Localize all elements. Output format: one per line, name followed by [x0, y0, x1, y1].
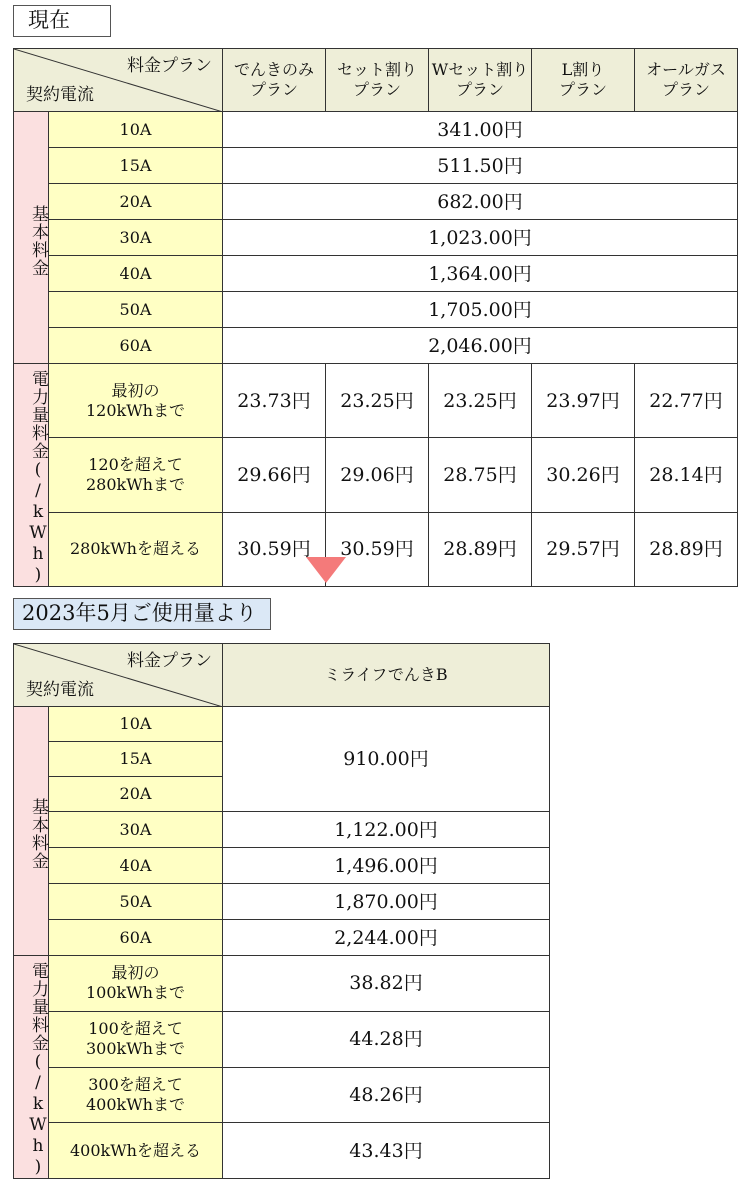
basic-fee-value: 682.00円 — [223, 184, 738, 220]
plan-header: オールガス プラン — [635, 49, 738, 112]
amp-label: 契約電流 — [26, 680, 94, 700]
energy-fee-value: 28.89円 — [635, 512, 738, 586]
basic-fee-value: 1,870.00円 — [223, 884, 550, 920]
plan-header: Wセット割り プラン — [429, 49, 532, 112]
energy-fee-value: 28.14円 — [635, 438, 738, 512]
tier-cell: 400kWhを超える — [49, 1123, 223, 1179]
amp-cell: 10A — [49, 112, 223, 148]
amp-cell: 20A — [49, 777, 223, 812]
tier-cell: 最初の 100kWhまで — [49, 956, 223, 1012]
basic-fee-value: 1,122.00円 — [223, 812, 550, 848]
energy-fee-category: 電力量料金(/kWh) — [14, 364, 49, 587]
energy-fee-value: 23.97円 — [532, 364, 635, 438]
amp-cell: 15A — [49, 148, 223, 184]
energy-fee-value: 44.28円 — [223, 1011, 550, 1067]
energy-fee-value: 23.25円 — [429, 364, 532, 438]
basic-fee-value: 2,244.00円 — [223, 920, 550, 956]
amp-cell: 40A — [49, 256, 223, 292]
basic-fee-value: 1,705.00円 — [223, 292, 738, 328]
basic-fee-category: 基本料金 — [14, 112, 49, 364]
energy-fee-value: 30.59円 — [223, 512, 326, 586]
basic-fee-category: 基本料金 — [14, 707, 49, 956]
amp-cell: 50A — [49, 884, 223, 920]
current-section-label: 現在 — [13, 5, 111, 37]
tier-cell: 最初の 120kWhまで — [49, 364, 223, 438]
basic-fee-value: 910.00円 — [223, 707, 550, 812]
new-rate-table — [13, 643, 550, 1179]
energy-fee-value: 38.82円 — [223, 956, 550, 1012]
current-header-diagonal-cell — [14, 49, 223, 112]
amp-cell: 20A — [49, 184, 223, 220]
energy-fee-value: 23.73円 — [223, 364, 326, 438]
amp-cell: 40A — [49, 848, 223, 884]
plan-header: L割り プラン — [532, 49, 635, 112]
energy-fee-value: 48.26円 — [223, 1067, 550, 1123]
basic-fee-value: 1,496.00円 — [223, 848, 550, 884]
basic-fee-value: 341.00円 — [223, 112, 738, 148]
tier-cell: 120を超えて 280kWhまで — [49, 438, 223, 512]
plan-header: ミライフでんきB — [223, 644, 550, 707]
amp-cell: 30A — [49, 812, 223, 848]
basic-fee-value: 2,046.00円 — [223, 328, 738, 364]
amp-cell: 15A — [49, 742, 223, 777]
amp-label: 契約電流 — [26, 85, 94, 105]
new-section-label: 2023年5月ご使用量より — [13, 598, 271, 630]
energy-fee-value: 29.57円 — [532, 512, 635, 586]
amp-cell: 60A — [49, 328, 223, 364]
basic-fee-value: 1,364.00円 — [223, 256, 738, 292]
plan-label: 料金プラン — [127, 651, 212, 671]
energy-fee-value: 22.77円 — [635, 364, 738, 438]
energy-fee-value: 43.43円 — [223, 1123, 550, 1179]
energy-fee-value: 29.06円 — [326, 438, 429, 512]
energy-fee-value: 28.75円 — [429, 438, 532, 512]
tier-cell: 280kWhを超える — [49, 512, 223, 586]
tier-cell: 300を超えて 400kWhまで — [49, 1067, 223, 1123]
plan-header: セット割り プラン — [326, 49, 429, 112]
amp-cell: 50A — [49, 292, 223, 328]
new-header-diagonal-cell — [14, 644, 223, 707]
amp-cell: 30A — [49, 220, 223, 256]
energy-fee-value: 23.25円 — [326, 364, 429, 438]
basic-fee-value: 1,023.00円 — [223, 220, 738, 256]
basic-fee-value: 511.50円 — [223, 148, 738, 184]
energy-fee-category: 電力量料金(/kWh) — [14, 956, 49, 1179]
current-rate-table — [13, 48, 738, 587]
amp-cell: 60A — [49, 920, 223, 956]
amp-cell: 10A — [49, 707, 223, 742]
plan-header: でんきのみ プラン — [223, 49, 326, 112]
plan-label: 料金プラン — [127, 56, 212, 76]
down-arrow-icon — [306, 557, 346, 583]
tier-cell: 100を超えて 300kWhまで — [49, 1011, 223, 1067]
energy-fee-value: 30.26円 — [532, 438, 635, 512]
energy-fee-value: 28.89円 — [429, 512, 532, 586]
energy-fee-value: 30.59円 — [326, 512, 429, 586]
energy-fee-value: 29.66円 — [223, 438, 326, 512]
